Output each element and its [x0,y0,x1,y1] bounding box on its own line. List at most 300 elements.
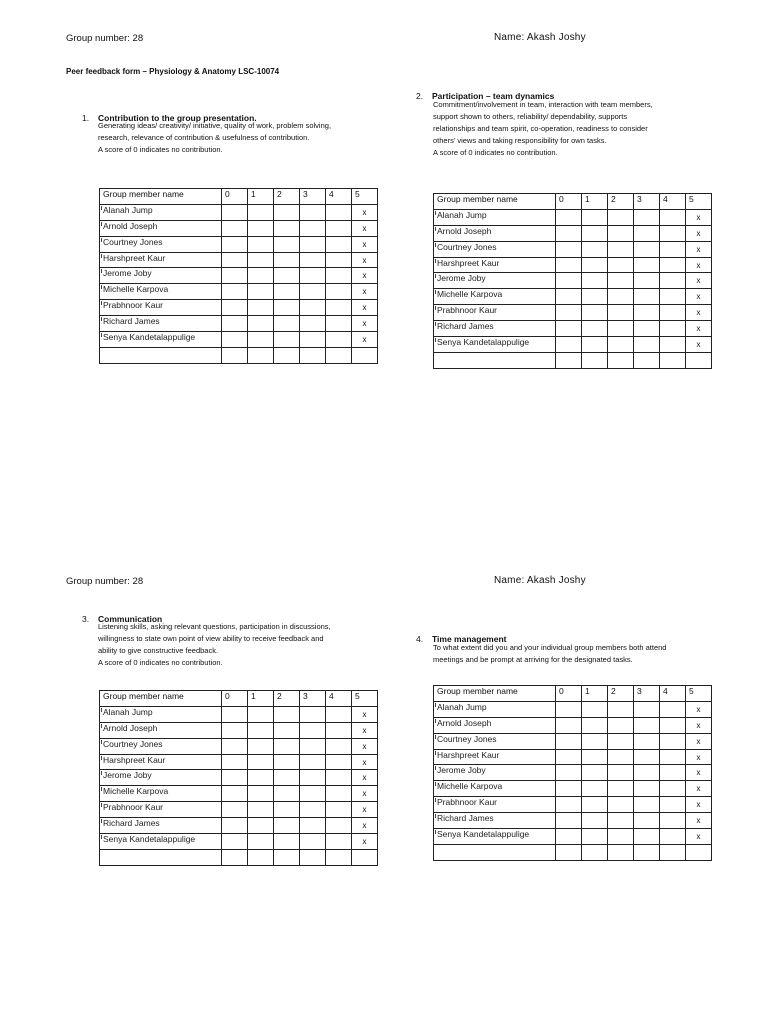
score-cell[interactable] [634,257,660,273]
score-cell[interactable] [274,236,300,252]
column-header-score-1: 1 [582,686,608,702]
table-row-empty [434,352,712,368]
score-cell[interactable] [326,252,352,268]
score-cell[interactable] [582,813,608,829]
score-cell[interactable] [274,706,300,722]
score-cell[interactable] [660,781,686,797]
score-cell[interactable] [660,749,686,765]
member-name-cell [100,347,222,363]
score-cell[interactable] [660,701,686,717]
description-line: relationships and team spirit, co-operation, readiness to consider [433,124,648,133]
score-cell[interactable] [582,717,608,733]
score-cell-marked[interactable]: x [352,300,378,316]
score-cell[interactable] [582,241,608,257]
score-cell[interactable] [660,813,686,829]
score-cell[interactable] [300,284,326,300]
score-cell-marked[interactable]: x [352,706,378,722]
score-cell[interactable] [556,717,582,733]
score-cell[interactable] [608,701,634,717]
score-cell[interactable] [608,289,634,305]
member-name-cell: Richard James [100,316,222,332]
score-cell[interactable] [248,220,274,236]
score-cell[interactable] [222,849,248,865]
score-cell[interactable] [326,300,352,316]
score-cell[interactable] [326,834,352,850]
score-cell[interactable] [634,273,660,289]
score-cell[interactable] [660,797,686,813]
member-name-cell [434,844,556,860]
score-cell[interactable] [582,797,608,813]
score-cell[interactable] [660,321,686,337]
member-name-cell: Alanah Jump [100,706,222,722]
score-cell[interactable] [300,818,326,834]
score-cell[interactable] [582,352,608,368]
score-cell[interactable] [326,802,352,818]
score-cell[interactable] [300,268,326,284]
score-cell-marked[interactable]: x [352,802,378,818]
table-row [100,834,378,850]
score-cell[interactable] [634,701,660,717]
score-cell[interactable] [608,717,634,733]
section-number: 2. [416,91,424,101]
score-cell[interactable] [634,749,660,765]
score-cell[interactable] [608,337,634,353]
table-row [100,706,378,722]
score-cell[interactable] [556,781,582,797]
score-cell[interactable] [634,289,660,305]
score-cell[interactable] [248,268,274,284]
score-cell[interactable] [556,352,582,368]
score-cell[interactable] [326,706,352,722]
score-cell[interactable] [556,749,582,765]
score-cell[interactable] [248,834,274,850]
score-cell[interactable] [326,347,352,363]
score-cell[interactable] [248,786,274,802]
score-cell[interactable] [582,781,608,797]
member-name-cell: Richard James [434,813,556,829]
score-cell[interactable] [222,818,248,834]
score-cell[interactable] [222,268,248,284]
score-cell[interactable] [556,257,582,273]
score-cell-marked[interactable]: x [352,252,378,268]
score-cell[interactable] [660,273,686,289]
description-line: Commitment/involvement in team, interaction with team members, [433,100,653,109]
score-cell[interactable] [608,321,634,337]
score-cell[interactable] [556,241,582,257]
score-cell[interactable] [300,316,326,332]
score-cell[interactable] [660,765,686,781]
score-cell-marked[interactable]: x [352,284,378,300]
score-cell[interactable] [326,236,352,252]
score-cell[interactable] [300,204,326,220]
score-cell-marked[interactable]: x [686,257,712,273]
score-cell[interactable] [326,284,352,300]
score-cell-marked[interactable]: x [686,781,712,797]
score-cell[interactable] [222,722,248,738]
score-cell[interactable] [300,738,326,754]
member-name-cell: Harshpreet Kaur [434,749,556,765]
member-name-cell: Jerome Joby [100,770,222,786]
score-cell[interactable] [222,236,248,252]
score-cell[interactable] [300,332,326,348]
score-cell-marked[interactable]: x [352,220,378,236]
column-header-score-2: 2 [608,686,634,702]
score-cell[interactable] [222,786,248,802]
score-cell[interactable] [634,305,660,321]
score-cell[interactable] [582,733,608,749]
score-cell[interactable] [556,797,582,813]
score-cell[interactable] [326,722,352,738]
member-name-cell: Prabhnoor Kaur [434,797,556,813]
score-cell-marked[interactable]: x [352,316,378,332]
score-cell-marked[interactable]: x [686,209,712,225]
score-cell[interactable] [300,770,326,786]
score-cell-marked[interactable]: x [686,797,712,813]
score-cell-marked[interactable]: x [352,770,378,786]
score-cell[interactable] [248,252,274,268]
score-cell[interactable] [326,770,352,786]
score-cell[interactable] [248,754,274,770]
score-cell[interactable] [608,844,634,860]
column-header-score-5: 5 [686,194,712,210]
section-number: 1. [82,113,90,123]
score-cell[interactable] [248,738,274,754]
table-row [100,252,378,268]
score-cell-marked[interactable]: x [352,738,378,754]
member-name-cell: Courtney Jones [100,236,222,252]
score-cell[interactable] [556,321,582,337]
score-cell[interactable] [222,738,248,754]
score-cell[interactable] [660,257,686,273]
table-row [434,337,712,353]
score-cell[interactable] [556,209,582,225]
score-cell[interactable] [660,241,686,257]
score-cell[interactable] [274,754,300,770]
score-cell[interactable] [608,749,634,765]
member-name-cell: Arnold Joseph [434,225,556,241]
score-cell[interactable] [274,204,300,220]
score-cell[interactable] [222,706,248,722]
score-cell[interactable] [634,717,660,733]
section-2-description [433,99,653,159]
score-cell-marked[interactable]: x [352,204,378,220]
score-cell[interactable] [660,733,686,749]
student-name: Name: Akash Joshy [494,32,586,43]
column-header-score-0: 0 [222,189,248,205]
column-header-score-0: 0 [556,686,582,702]
score-cell[interactable] [248,284,274,300]
score-cell[interactable] [634,813,660,829]
score-cell[interactable] [582,289,608,305]
score-cell[interactable] [274,252,300,268]
score-cell[interactable] [582,273,608,289]
score-cell[interactable] [608,305,634,321]
score-cell[interactable] [608,257,634,273]
score-cell[interactable] [582,209,608,225]
score-cell[interactable] [608,273,634,289]
score-cell[interactable] [634,321,660,337]
column-header-score-1: 1 [248,691,274,707]
score-cell[interactable] [300,300,326,316]
score-cell[interactable] [300,754,326,770]
table-row [434,781,712,797]
score-cell[interactable] [274,786,300,802]
score-cell-marked[interactable]: x [686,273,712,289]
score-cell[interactable] [248,236,274,252]
score-cell-marked[interactable]: x [686,733,712,749]
score-cell[interactable] [556,273,582,289]
score-cell-marked[interactable]: x [686,321,712,337]
table-row [434,749,712,765]
score-cell[interactable] [248,849,274,865]
score-cell[interactable] [222,834,248,850]
score-cell[interactable] [608,733,634,749]
score-cell[interactable] [326,786,352,802]
score-cell[interactable] [300,706,326,722]
score-cell[interactable] [634,733,660,749]
score-cell[interactable] [582,257,608,273]
member-name-cell: Alanah Jump [434,701,556,717]
score-cell[interactable] [634,337,660,353]
score-cell[interactable] [608,209,634,225]
score-cell[interactable] [248,706,274,722]
member-name-cell: Harshpreet Kaur [100,754,222,770]
score-cell[interactable] [608,225,634,241]
score-cell[interactable] [556,289,582,305]
score-cell[interactable] [222,220,248,236]
score-cell[interactable] [608,352,634,368]
score-cell[interactable] [634,765,660,781]
score-cell[interactable] [660,209,686,225]
score-cell[interactable] [326,332,352,348]
score-cell[interactable] [222,252,248,268]
score-cell[interactable] [634,797,660,813]
score-cell[interactable] [222,770,248,786]
score-cell-marked[interactable]: x [352,236,378,252]
column-header-score-4: 4 [660,686,686,702]
score-cell[interactable] [274,300,300,316]
score-cell[interactable] [352,849,378,865]
score-cell[interactable] [556,305,582,321]
score-cell[interactable] [274,220,300,236]
score-cell[interactable] [222,332,248,348]
score-cell[interactable] [222,300,248,316]
score-cell-marked[interactable]: x [352,786,378,802]
score-cell[interactable] [222,754,248,770]
score-cell[interactable] [608,765,634,781]
table-row [100,802,378,818]
table-row [100,770,378,786]
score-cell-marked[interactable]: x [686,225,712,241]
score-cell[interactable] [222,316,248,332]
score-cell[interactable] [582,701,608,717]
score-cell[interactable] [326,818,352,834]
score-cell[interactable] [248,347,274,363]
score-cell[interactable] [660,829,686,845]
score-cell-marked[interactable]: x [686,337,712,353]
score-cell[interactable] [608,241,634,257]
score-cell[interactable] [352,347,378,363]
score-cell-marked[interactable]: x [686,289,712,305]
table-row-empty [100,849,378,865]
table-row [434,305,712,321]
score-cell[interactable] [274,849,300,865]
score-cell[interactable] [634,352,660,368]
score-cell[interactable] [582,321,608,337]
table-header-row [100,691,378,707]
score-cell[interactable] [556,765,582,781]
score-cell[interactable] [634,781,660,797]
score-cell[interactable] [300,834,326,850]
score-cell[interactable] [222,802,248,818]
score-cell[interactable] [274,738,300,754]
score-cell[interactable] [556,701,582,717]
score-cell[interactable] [274,347,300,363]
score-cell[interactable] [248,818,274,834]
score-cell[interactable] [608,781,634,797]
score-cell[interactable] [686,844,712,860]
table-row [434,701,712,717]
table-row [100,722,378,738]
description-line: ability to give constructive feedback. [98,646,219,655]
column-header-score-4: 4 [326,691,352,707]
score-cell[interactable] [326,738,352,754]
table-row [100,786,378,802]
score-cell[interactable] [634,209,660,225]
score-cell[interactable] [660,225,686,241]
column-header-score-2: 2 [274,691,300,707]
score-cell[interactable] [300,220,326,236]
score-cell[interactable] [556,733,582,749]
score-cell[interactable] [582,337,608,353]
score-cell-marked[interactable]: x [352,722,378,738]
description-line: A score of 0 indicates no contribution. [433,148,558,157]
score-cell[interactable] [300,849,326,865]
column-header-score-5: 5 [686,686,712,702]
member-name-cell: Senya Kandetalappulige [100,332,222,348]
section-title: Contribution to the group presentation. [98,113,257,123]
score-cell[interactable] [300,802,326,818]
score-cell[interactable] [556,225,582,241]
score-cell[interactable] [248,722,274,738]
score-cell[interactable] [556,337,582,353]
score-cell[interactable] [660,717,686,733]
description-line: To what extent did you and your individual group members both attend [433,643,667,652]
score-cell[interactable] [326,316,352,332]
score-cell[interactable] [274,802,300,818]
score-cell[interactable] [300,236,326,252]
description-line: research, relevance of contribution & usefulness of contribution. [98,133,310,142]
score-cell-marked[interactable]: x [686,765,712,781]
score-cell[interactable] [556,813,582,829]
score-cell-marked[interactable]: x [686,701,712,717]
score-cell[interactable] [222,204,248,220]
score-cell[interactable] [248,332,274,348]
score-cell[interactable] [634,844,660,860]
score-cell[interactable] [686,352,712,368]
score-cell[interactable] [274,818,300,834]
score-cell-marked[interactable]: x [686,749,712,765]
score-cell[interactable] [300,722,326,738]
score-cell[interactable] [274,268,300,284]
score-cell[interactable] [248,770,274,786]
score-cell[interactable] [608,829,634,845]
score-cell[interactable] [582,765,608,781]
score-cell[interactable] [326,849,352,865]
score-cell[interactable] [660,289,686,305]
table-row [100,300,378,316]
table-row [434,797,712,813]
score-cell[interactable] [660,844,686,860]
score-cell-marked[interactable]: x [352,268,378,284]
score-cell[interactable] [582,225,608,241]
score-cell-marked[interactable]: x [352,754,378,770]
score-cell-marked[interactable]: x [352,818,378,834]
score-cell-marked[interactable]: x [686,241,712,257]
score-cell[interactable] [274,770,300,786]
score-cell[interactable] [634,225,660,241]
score-cell-marked[interactable]: x [686,813,712,829]
score-cell[interactable] [634,829,660,845]
score-cell[interactable] [326,754,352,770]
score-cell[interactable] [660,305,686,321]
score-cell[interactable] [608,797,634,813]
score-cell[interactable] [608,813,634,829]
description-line: A score of 0 indicates no contribution. [98,658,223,667]
description-line: Generating ideas/ creativity/ initiative, quality of work, problem solving, [98,121,332,130]
score-cell-marked[interactable]: x [352,332,378,348]
score-cell[interactable] [326,268,352,284]
score-cell[interactable] [660,337,686,353]
score-cell-marked[interactable]: x [686,305,712,321]
score-cell[interactable] [300,347,326,363]
table-row [434,241,712,257]
score-cell[interactable] [274,316,300,332]
score-cell[interactable] [248,316,274,332]
score-cell[interactable] [274,722,300,738]
table-header-row [434,194,712,210]
score-cell-marked[interactable]: x [686,829,712,845]
score-cell[interactable] [326,204,352,220]
score-cell[interactable] [556,829,582,845]
score-cell[interactable] [274,284,300,300]
member-name-cell: Jerome Joby [100,268,222,284]
score-cell[interactable] [300,252,326,268]
score-cell[interactable] [582,749,608,765]
score-cell[interactable] [222,284,248,300]
score-cell[interactable] [248,802,274,818]
score-cell[interactable] [326,220,352,236]
score-cell[interactable] [274,332,300,348]
table-row [434,273,712,289]
score-cell[interactable] [660,352,686,368]
score-cell[interactable] [582,844,608,860]
score-cell[interactable] [274,834,300,850]
column-header-member-name: Group member name [100,189,222,205]
score-cell[interactable] [582,305,608,321]
member-name-cell: Harshpreet Kaur [100,252,222,268]
score-cell-marked[interactable]: x [686,717,712,733]
score-cell[interactable] [300,786,326,802]
score-cell-marked[interactable]: x [352,834,378,850]
score-cell[interactable] [248,300,274,316]
score-cell[interactable] [248,204,274,220]
score-table-section-4 [433,685,712,861]
score-cell[interactable] [222,347,248,363]
score-cell[interactable] [556,844,582,860]
score-cell[interactable] [582,829,608,845]
score-cell[interactable] [634,241,660,257]
